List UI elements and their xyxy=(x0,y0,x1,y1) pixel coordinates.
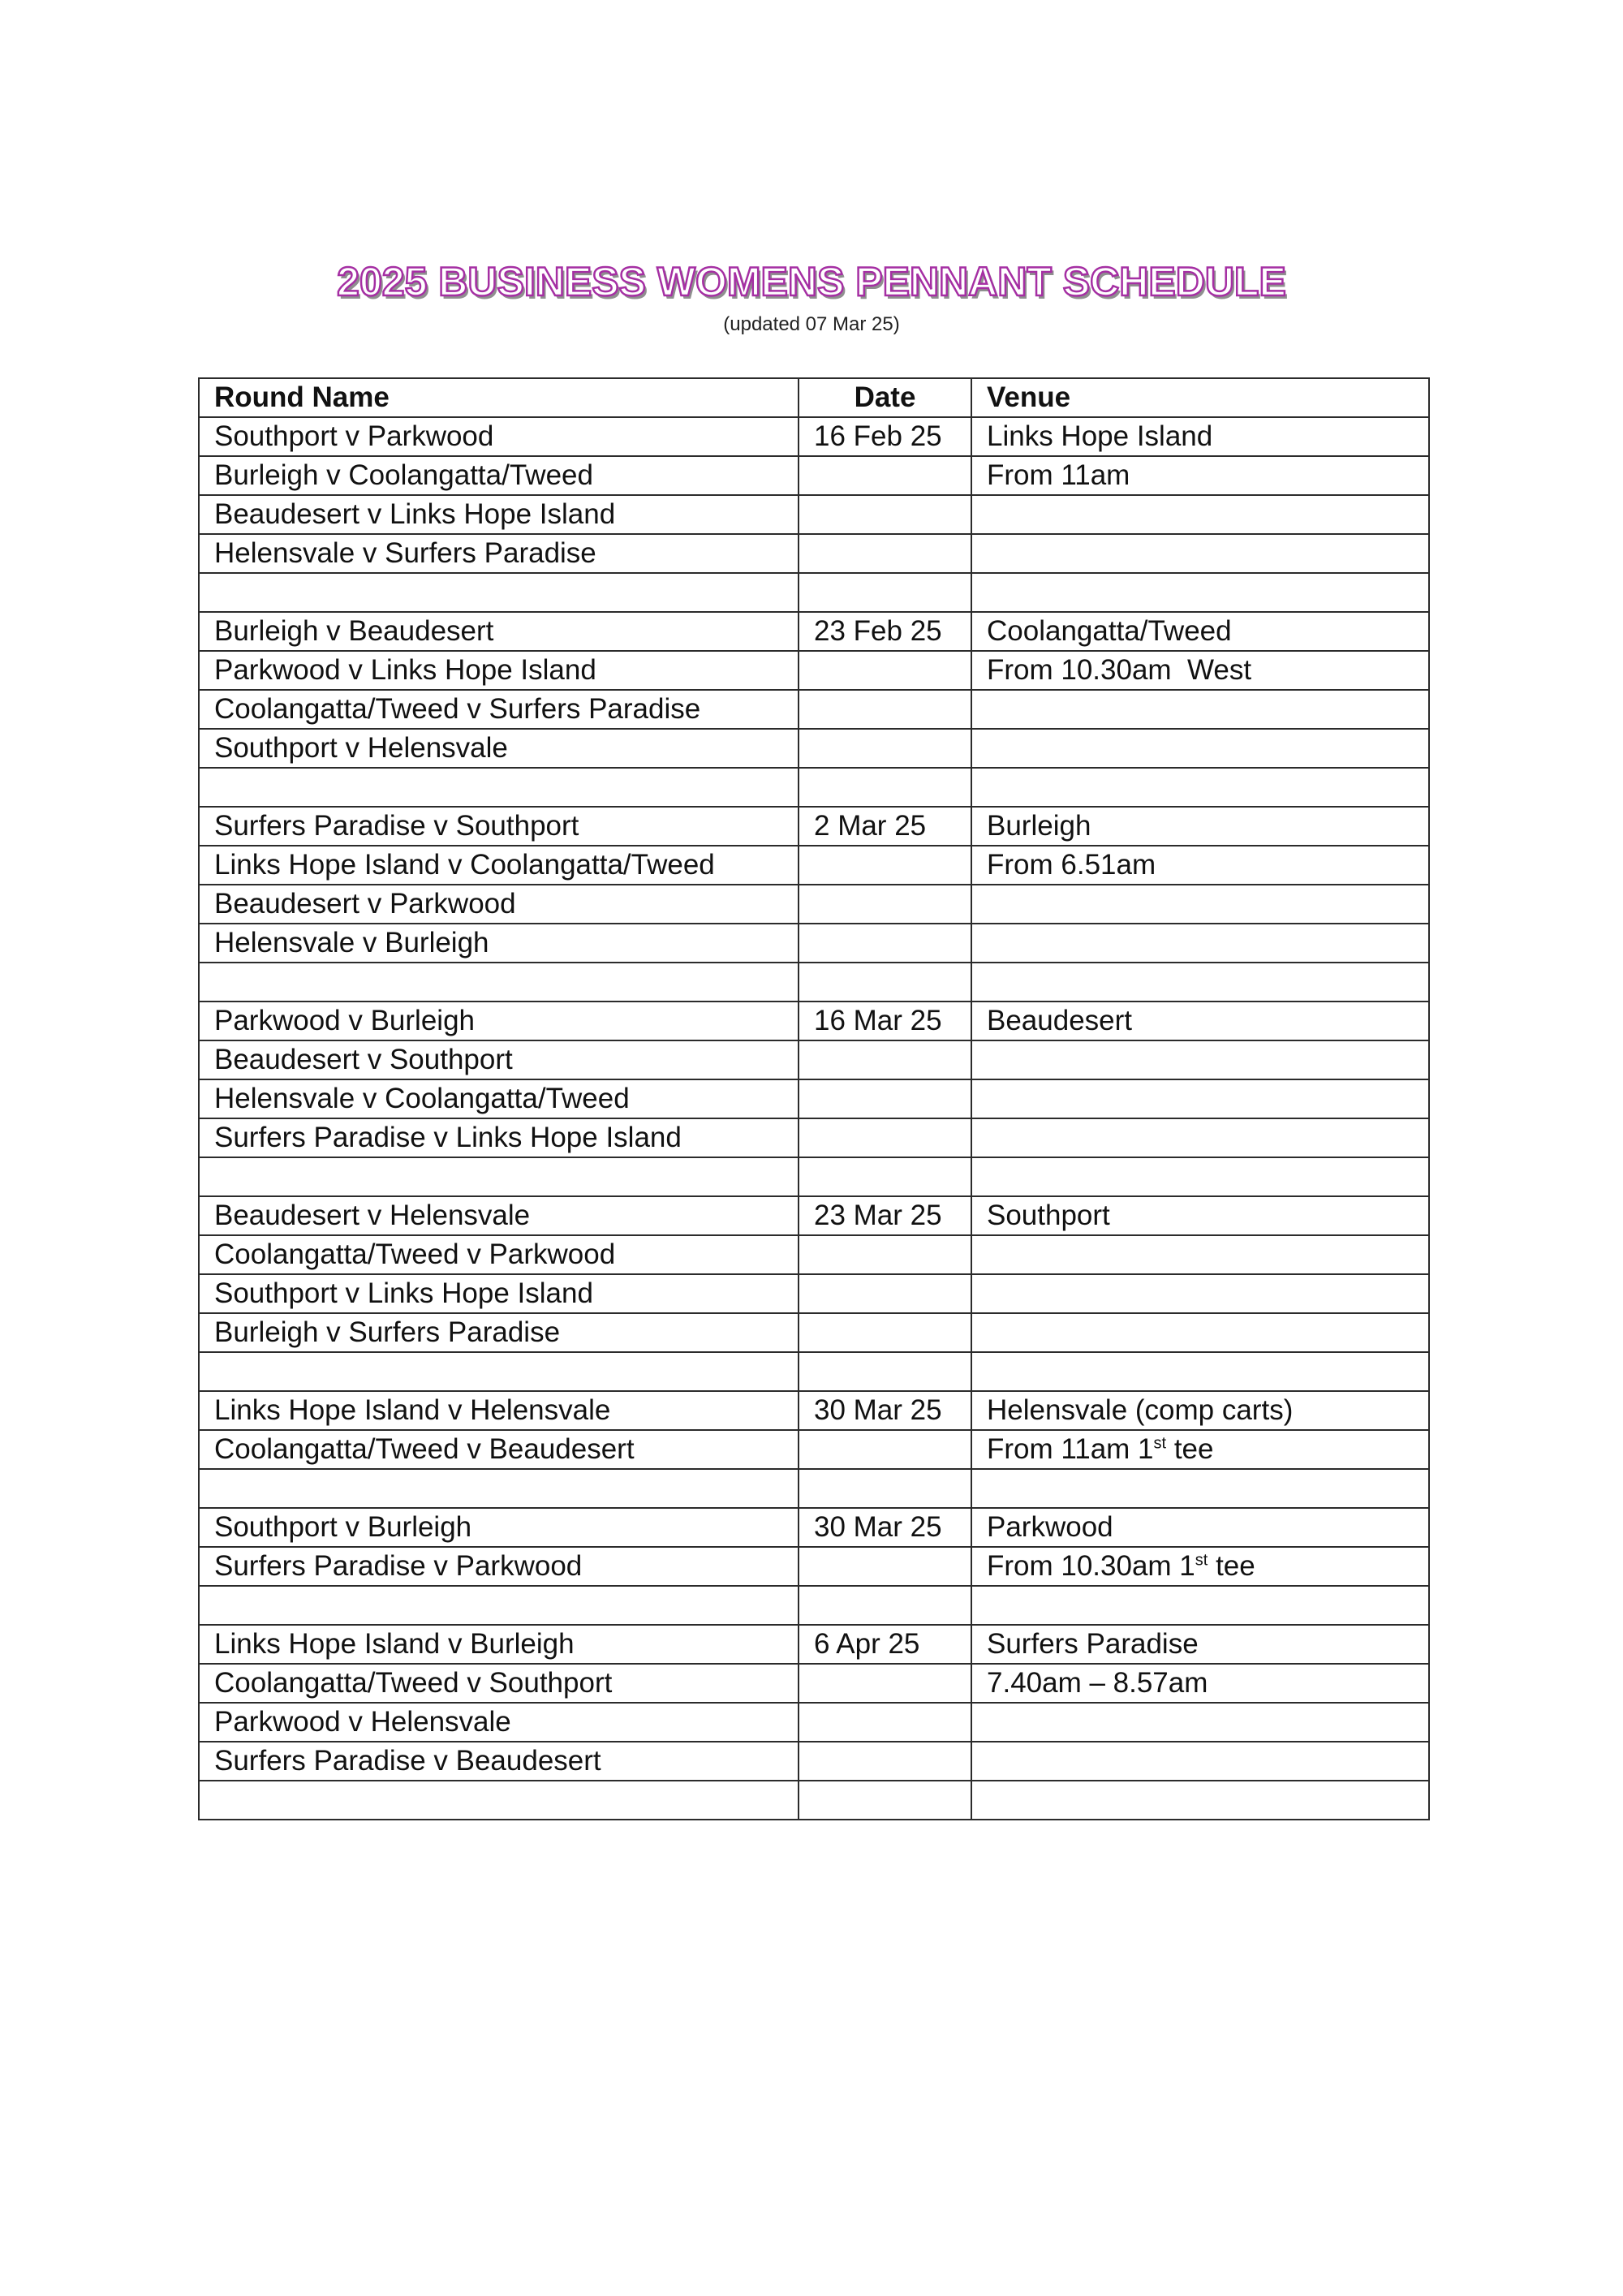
table-spacer-row xyxy=(199,963,1429,1002)
schedule-table xyxy=(198,377,1430,1820)
table-row xyxy=(199,1547,1429,1586)
cell-date xyxy=(799,534,971,573)
cell-date xyxy=(799,1040,971,1079)
table-spacer-row xyxy=(199,1469,1429,1508)
cell-date xyxy=(799,1781,971,1820)
cell-date xyxy=(799,1430,971,1469)
cell-date xyxy=(799,1469,971,1508)
cell-date xyxy=(799,1118,971,1157)
table-row xyxy=(199,1391,1429,1430)
cell-venue: From 6.51am xyxy=(971,846,1429,885)
table-row xyxy=(199,1235,1429,1274)
cell-venue xyxy=(971,1742,1429,1781)
document-subtitle: (updated 07 Mar 25) xyxy=(723,313,900,335)
table-row xyxy=(199,651,1429,690)
cell-date xyxy=(799,885,971,924)
cell-venue: Helensvale (comp carts) xyxy=(971,1391,1429,1430)
venue-ordinal-suffix: st xyxy=(1195,1551,1208,1570)
cell-date xyxy=(799,1352,971,1391)
table-spacer-row xyxy=(199,1586,1429,1625)
cell-venue: Links Hope Island xyxy=(971,417,1429,456)
cell-round-name: Links Hope Island v Burleigh xyxy=(199,1625,799,1664)
cell-venue xyxy=(971,1235,1429,1274)
table-row xyxy=(199,729,1429,768)
cell-round-name: Southport v Helensvale xyxy=(199,729,799,768)
cell-date: 30 Mar 25 xyxy=(799,1508,971,1547)
cell-date xyxy=(799,651,971,690)
cell-date: 23 Mar 25 xyxy=(799,1196,971,1235)
table-row xyxy=(199,1002,1429,1040)
cell-date: 2 Mar 25 xyxy=(799,807,971,846)
cell-date xyxy=(799,1313,971,1352)
table-spacer-row xyxy=(199,1157,1429,1196)
cell-round-name: Beaudesert v Helensvale xyxy=(199,1196,799,1235)
cell-venue: Burleigh xyxy=(971,807,1429,846)
cell-venue: From 11am xyxy=(971,456,1429,495)
cell-round-name: Surfers Paradise v Beaudesert xyxy=(199,1742,799,1781)
table-row xyxy=(199,1274,1429,1313)
table-header-row xyxy=(199,378,1429,417)
table-row xyxy=(199,807,1429,846)
cell-round-name xyxy=(199,1469,799,1508)
cell-venue xyxy=(971,690,1429,729)
table-row xyxy=(199,456,1429,495)
schedule-body xyxy=(199,417,1429,1820)
table-row xyxy=(199,1664,1429,1703)
cell-venue xyxy=(971,963,1429,1002)
table-row xyxy=(199,1742,1429,1781)
cell-venue xyxy=(971,768,1429,807)
cell-venue xyxy=(971,1430,1429,1469)
cell-round-name: Burleigh v Beaudesert xyxy=(199,612,799,651)
cell-round-name xyxy=(199,768,799,807)
cell-venue xyxy=(971,1274,1429,1313)
cell-round-name: Links Hope Island v Helensvale xyxy=(199,1391,799,1430)
table-row xyxy=(199,495,1429,534)
cell-venue xyxy=(971,1469,1429,1508)
cell-venue xyxy=(971,1352,1429,1391)
cell-date xyxy=(799,495,971,534)
cell-round-name: Coolangatta/Tweed v Southport xyxy=(199,1664,799,1703)
cell-venue xyxy=(971,1547,1429,1586)
cell-venue: Beaudesert xyxy=(971,1002,1429,1040)
cell-round-name xyxy=(199,963,799,1002)
cell-round-name: Coolangatta/Tweed v Beaudesert xyxy=(199,1430,799,1469)
table-spacer-row xyxy=(199,573,1429,612)
cell-round-name: Links Hope Island v Coolangatta/Tweed xyxy=(199,846,799,885)
cell-round-name: Beaudesert v Southport xyxy=(199,1040,799,1079)
cell-round-name: Parkwood v Burleigh xyxy=(199,1002,799,1040)
cell-date xyxy=(799,1742,971,1781)
cell-round-name: Southport v Links Hope Island xyxy=(199,1274,799,1313)
cell-round-name: Southport v Burleigh xyxy=(199,1508,799,1547)
cell-venue xyxy=(971,1118,1429,1157)
cell-date xyxy=(799,1586,971,1625)
cell-date xyxy=(799,1547,971,1586)
table-spacer-row xyxy=(199,1781,1429,1820)
cell-venue: 7.40am – 8.57am xyxy=(971,1664,1429,1703)
cell-date xyxy=(799,1274,971,1313)
cell-venue xyxy=(971,1586,1429,1625)
cell-date xyxy=(799,456,971,495)
header-round-name: Round Name xyxy=(199,378,799,417)
header-venue: Venue xyxy=(971,378,1429,417)
venue-text-after: tee xyxy=(1166,1433,1214,1465)
table-row xyxy=(199,1118,1429,1157)
table-row xyxy=(199,846,1429,885)
cell-round-name xyxy=(199,1781,799,1820)
cell-date xyxy=(799,924,971,963)
cell-venue xyxy=(971,729,1429,768)
cell-round-name: Coolangatta/Tweed v Surfers Paradise xyxy=(199,690,799,729)
cell-venue xyxy=(971,924,1429,963)
header-date: Date xyxy=(799,378,971,417)
cell-round-name: Surfers Paradise v Southport xyxy=(199,807,799,846)
table-row xyxy=(199,885,1429,924)
cell-round-name: Beaudesert v Links Hope Island xyxy=(199,495,799,534)
cell-venue xyxy=(971,573,1429,612)
cell-date xyxy=(799,1079,971,1118)
cell-date: 16 Feb 25 xyxy=(799,417,971,456)
venue-text-after: tee xyxy=(1208,1550,1255,1582)
cell-date xyxy=(799,1235,971,1274)
table-row xyxy=(199,1196,1429,1235)
cell-date xyxy=(799,573,971,612)
cell-venue xyxy=(971,495,1429,534)
cell-round-name: Helensvale v Surfers Paradise xyxy=(199,534,799,573)
cell-date xyxy=(799,846,971,885)
table-row xyxy=(199,1430,1429,1469)
table-row xyxy=(199,1079,1429,1118)
cell-date xyxy=(799,1703,971,1742)
cell-venue xyxy=(971,1040,1429,1079)
cell-venue xyxy=(971,885,1429,924)
cell-date xyxy=(799,729,971,768)
cell-round-name: Beaudesert v Parkwood xyxy=(199,885,799,924)
venue-text: From 11am 1 xyxy=(987,1433,1154,1465)
cell-round-name: Parkwood v Helensvale xyxy=(199,1703,799,1742)
cell-venue: Parkwood xyxy=(971,1508,1429,1547)
cell-venue xyxy=(971,534,1429,573)
table-row xyxy=(199,417,1429,456)
venue-text: From 10.30am 1 xyxy=(987,1550,1195,1582)
cell-venue: Coolangatta/Tweed xyxy=(971,612,1429,651)
cell-round-name: Surfers Paradise v Links Hope Island xyxy=(199,1118,799,1157)
cell-round-name: Surfers Paradise v Parkwood xyxy=(199,1547,799,1586)
table-row xyxy=(199,924,1429,963)
cell-round-name: Parkwood v Links Hope Island xyxy=(199,651,799,690)
cell-date xyxy=(799,1157,971,1196)
cell-round-name xyxy=(199,1352,799,1391)
table-row xyxy=(199,612,1429,651)
table-row xyxy=(199,534,1429,573)
cell-round-name: Burleigh v Surfers Paradise xyxy=(199,1313,799,1352)
cell-round-name xyxy=(199,1586,799,1625)
document-title: 2025 BUSINESS WOMENS PENNANT SCHEDULE xyxy=(337,259,1286,304)
cell-date xyxy=(799,1664,971,1703)
cell-venue xyxy=(971,1157,1429,1196)
cell-date: 23 Feb 25 xyxy=(799,612,971,651)
cell-date xyxy=(799,768,971,807)
table-row xyxy=(199,1313,1429,1352)
table-row xyxy=(199,1625,1429,1664)
cell-venue xyxy=(971,1079,1429,1118)
cell-venue xyxy=(971,1313,1429,1352)
cell-venue: Southport xyxy=(971,1196,1429,1235)
table-row xyxy=(199,690,1429,729)
cell-venue: From 10.30am West xyxy=(971,651,1429,690)
cell-date xyxy=(799,963,971,1002)
cell-date: 30 Mar 25 xyxy=(799,1391,971,1430)
table-row xyxy=(199,1508,1429,1547)
table-row xyxy=(199,1040,1429,1079)
cell-date xyxy=(799,690,971,729)
cell-round-name: Helensvale v Coolangatta/Tweed xyxy=(199,1079,799,1118)
cell-round-name: Coolangatta/Tweed v Parkwood xyxy=(199,1235,799,1274)
cell-date: 16 Mar 25 xyxy=(799,1002,971,1040)
cell-round-name xyxy=(199,573,799,612)
table-spacer-row xyxy=(199,1352,1429,1391)
cell-date: 6 Apr 25 xyxy=(799,1625,971,1664)
table-spacer-row xyxy=(199,768,1429,807)
cell-venue xyxy=(971,1781,1429,1820)
cell-round-name: Burleigh v Coolangatta/Tweed xyxy=(199,456,799,495)
cell-round-name: Southport v Parkwood xyxy=(199,417,799,456)
cell-venue: Surfers Paradise xyxy=(971,1625,1429,1664)
table-row xyxy=(199,1703,1429,1742)
cell-round-name xyxy=(199,1157,799,1196)
cell-round-name: Helensvale v Burleigh xyxy=(199,924,799,963)
cell-venue xyxy=(971,1703,1429,1742)
venue-ordinal-suffix: st xyxy=(1153,1434,1167,1453)
